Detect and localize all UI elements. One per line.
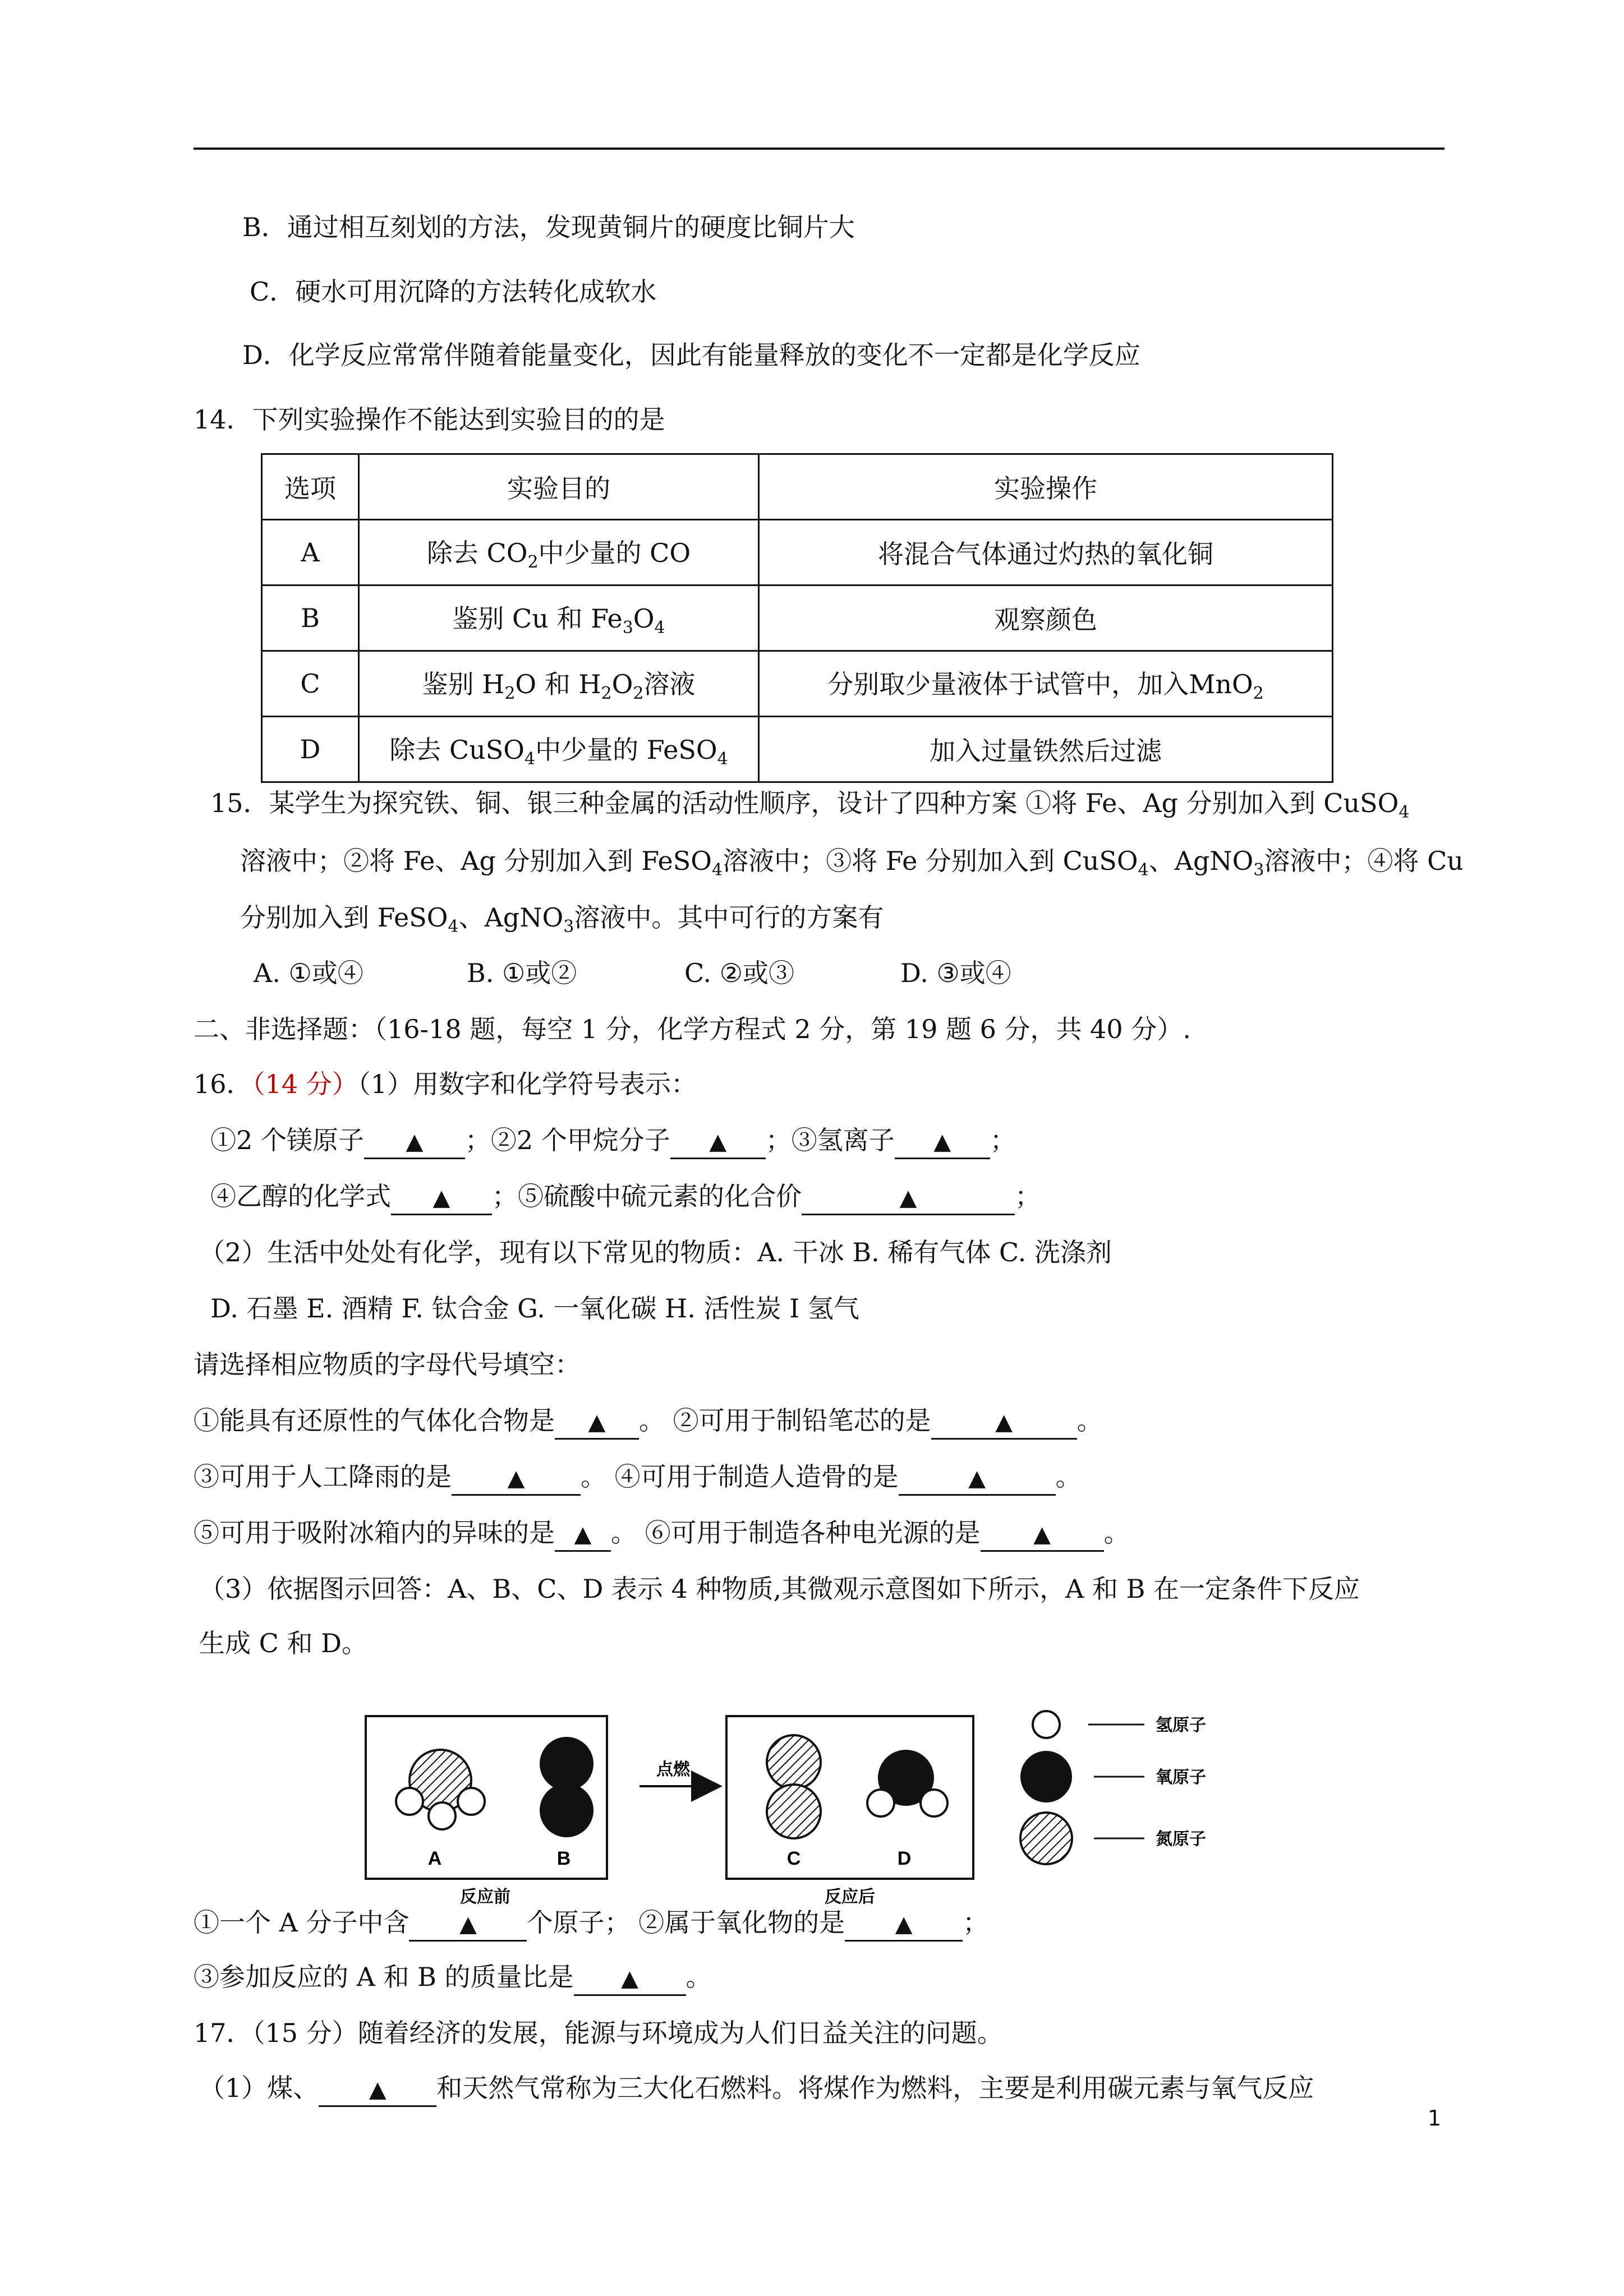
row-d-purpose: 除去 CuSO$_4$中少量的 FeSO$_4$ xyxy=(359,717,759,782)
q13-option-d: D．化学反应常常伴随着能量变化，因此有能量释放的变化不一定都是化学反应 xyxy=(242,340,1140,370)
molecule-d xyxy=(867,1750,947,1816)
q15-line-1: 15．某学生为探究铁、铜、银三种金属的活动性顺序，设计了四种方案 ①将 Fe、Ag 分别加入到 CuSO$_4$ xyxy=(210,788,1410,822)
row-a-option: A xyxy=(262,520,359,585)
q15-choice-c: C. ②或③ xyxy=(684,958,795,988)
legend-hydrogen: 氢原子 xyxy=(1156,1716,1206,1735)
label-before: 反应前 xyxy=(460,1887,510,1907)
q16-part3-q2: ③参加反应的 A 和 B 的质量比是 ▲ 。 xyxy=(194,1960,712,1996)
row-c-purpose: 鉴别 $H_2O$ 和 $H_2O_2$溶液 xyxy=(359,651,759,717)
oxygen-atom xyxy=(540,1737,594,1791)
table-row xyxy=(262,585,1333,651)
table-row xyxy=(262,520,1333,585)
label-d: D xyxy=(897,1848,912,1869)
header-option: 选项 xyxy=(262,454,359,520)
label-a: A xyxy=(427,1848,442,1869)
legend-nitrogen-icon xyxy=(1020,1813,1072,1864)
hydrogen-atom xyxy=(429,1802,456,1829)
header-operation: 实验操作 xyxy=(759,454,1333,520)
table-row xyxy=(262,651,1333,717)
answer-blank[interactable]: ▲ xyxy=(670,1124,766,1159)
answer-blank[interactable]: ▲ xyxy=(899,1461,1056,1496)
q17-heading: 17．（15 分）随着经济的发展，能源与环境成为人们日益关注的问题。 xyxy=(194,2018,1003,2048)
answer-blank[interactable]: ▲ xyxy=(931,1405,1077,1440)
answer-blank[interactable]: ▲ xyxy=(555,1517,611,1552)
answer-blank[interactable]: ▲ xyxy=(319,2072,436,2107)
q16-part3-line1: （3）依据图示回答：A、B、C、D 表示 4 种物质,其微观示意图如下所示，A 和 B 在一定条件下反应 xyxy=(199,1574,1360,1604)
section-2-heading: 二、非选择题：（16-18 题，每空 1 分，化学方程式 2 分，第 19 题 6 分，共 40 分）. xyxy=(194,1014,1191,1044)
answer-blank[interactable]: ▲ xyxy=(802,1181,1015,1215)
answer-blank[interactable]: ▲ xyxy=(409,1907,527,1942)
label-c: C xyxy=(786,1848,801,1869)
row-b-operation: 观察颜色 xyxy=(759,585,1333,651)
q16-part2-line2: D. 石墨 E. 酒精 F. 钛合金 G. 一氧化碳 H. 活性炭 I 氢气 xyxy=(210,1293,859,1324)
arrow-label: 点燃 xyxy=(656,1760,690,1779)
q15-line-3: 分别加入到 FeSO$_4$、AgNO$_3$溶液中。其中可行的方案有 xyxy=(240,902,884,937)
q15-choice-d: D. ③或④ xyxy=(900,958,1011,988)
header-rule xyxy=(194,147,1444,150)
label-after: 反应后 xyxy=(825,1887,875,1907)
row-a-purpose: 除去 $CO_2$中少量的 CO xyxy=(359,520,759,585)
q16-part1-line1: ①2 个镁原子 ▲ ；②2 个甲烷分子 ▲ ；③氢离子 ▲ ； xyxy=(210,1123,1016,1159)
table-row xyxy=(262,717,1333,782)
row-d-operation: 加入过量铁然后过滤 xyxy=(759,717,1333,782)
q16-part1-line2: ④乙醇的化学式 ▲ ；⑤硫酸中硫元素的化合价 ▲ ； xyxy=(210,1179,1041,1215)
answer-blank[interactable]: ▲ xyxy=(574,1961,686,1996)
q13-option-c: C．硬水可用沉降的方法转化成软水 xyxy=(250,276,657,307)
answer-blank[interactable]: ▲ xyxy=(364,1124,465,1159)
q15-choice-b: B. ①或② xyxy=(467,958,577,988)
q16-part2-line1: （2）生活中处处有化学，现有以下常见的物质：A. 干冰 B. 稀有气体 C. 洗涤剂 xyxy=(199,1237,1112,1267)
q16-part3-q1: ①一个 A 分子中含 ▲ 个原子； ②属于氧化物的是 ▲ ； xyxy=(194,1906,988,1942)
row-b-option: B xyxy=(262,585,359,651)
label-b: B xyxy=(556,1848,571,1869)
q14-stem: 14．下列实验操作不能达到实验目的的是 xyxy=(194,404,665,435)
answer-blank[interactable]: ▲ xyxy=(391,1181,492,1215)
row-d-option: D xyxy=(262,717,359,782)
legend-oxygen-icon xyxy=(1020,1751,1072,1802)
page-number: 1 xyxy=(1428,2106,1442,2131)
reaction-diagram xyxy=(359,1694,1257,1907)
q15-line-2: 溶液中；②将 Fe、Ag 分别加入到 FeSO$_4$溶液中；③将 Fe 分别加入到 CuSO$_4$、AgNO$_3$溶液中；④将 Cu xyxy=(240,846,1464,880)
row-a-operation: 将混合气体通过灼热的氧化铜 xyxy=(759,520,1333,585)
hydrogen-atom xyxy=(921,1790,947,1816)
nitrogen-atom xyxy=(767,1735,821,1789)
q17-part1-line1: （1）煤、 ▲ 和天然气常称为三大化石燃料。将煤作为燃料，主要是利用碳元素与氧气反应 xyxy=(199,2071,1314,2107)
legend-hydrogen-icon xyxy=(1033,1711,1060,1738)
q16-part2-instruction: 请选择相应物质的字母代号填空： xyxy=(194,1349,581,1380)
row-c-operation: 分别取少量液体于试管中，加入MnO$_2$ xyxy=(759,651,1333,717)
hydrogen-atom xyxy=(458,1788,485,1815)
q16-part2-row1: ①能具有还原性的气体化合物是 ▲ 。 ②可用于制铅笔芯的是 ▲ 。 xyxy=(194,1404,1103,1440)
table-header-row xyxy=(262,454,1333,520)
legend-oxygen: 氧原子 xyxy=(1156,1768,1206,1787)
answer-blank[interactable]: ▲ xyxy=(845,1907,963,1942)
row-c-option: C xyxy=(262,651,359,717)
molecule-b xyxy=(540,1737,594,1837)
oxygen-atom xyxy=(540,1783,594,1837)
answer-blank[interactable]: ▲ xyxy=(452,1461,581,1496)
answer-blank[interactable]: ▲ xyxy=(981,1517,1104,1552)
legend-nitrogen: 氮原子 xyxy=(1156,1829,1206,1849)
molecule-a xyxy=(396,1750,485,1829)
row-b-purpose: 鉴别 Cu 和 $Fe_3O_4$ xyxy=(359,585,759,651)
hydrogen-atom xyxy=(867,1790,894,1816)
legend xyxy=(1020,1711,1206,1864)
q16-part2-row3: ⑤可用于吸附冰箱内的异味的是 ▲ 。 ⑥可用于制造各种电光源的是 ▲ 。 xyxy=(194,1516,1130,1552)
hydrogen-atom xyxy=(396,1788,423,1815)
q15-choice-a: A. ①或④ xyxy=(254,958,364,988)
q16-part2-row2: ③可用于人工降雨的是 ▲ 。 ④可用于制造人造骨的是 ▲ 。 xyxy=(194,1460,1082,1496)
q16-heading: 16．（14 分）（1）用数字和化学符号表示： xyxy=(194,1069,697,1099)
q13-option-b: B．通过相互刻划的方法，发现黄铜片的硬度比铜片大 xyxy=(242,212,855,242)
answer-blank[interactable]: ▲ xyxy=(555,1405,639,1440)
nitrogen-atom xyxy=(767,1785,821,1838)
experiment-table xyxy=(261,453,1333,783)
answer-blank[interactable]: ▲ xyxy=(895,1124,990,1159)
header-purpose: 实验目的 xyxy=(359,454,759,520)
q16-part3-line2: 生成 C 和 D。 xyxy=(199,1628,367,1658)
molecule-c xyxy=(767,1735,821,1838)
